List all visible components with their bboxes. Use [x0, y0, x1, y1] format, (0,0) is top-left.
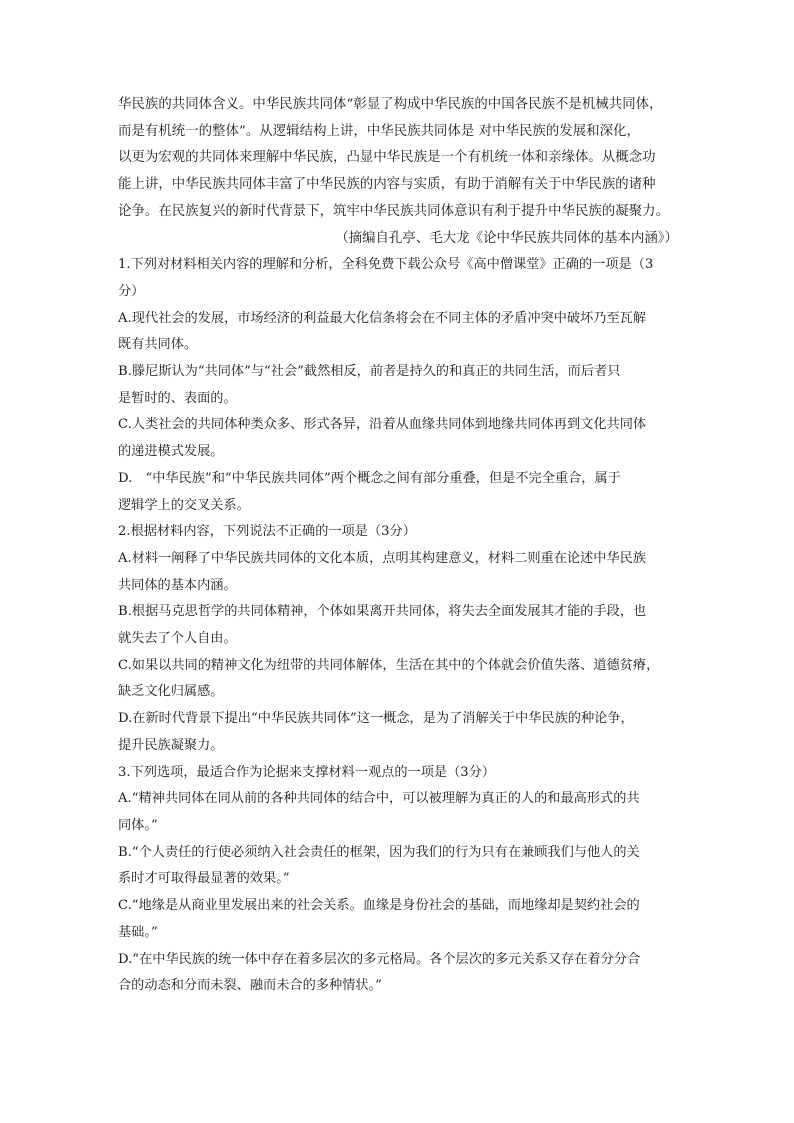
passage [118, 92, 678, 252]
question-2 [118, 519, 678, 759]
question-stem: 3.下列选项，最适合作为论据来支撑材料一观点的一项是（3分） [118, 764, 496, 780]
option-c: C.“地缘是从商业里发展出来的社会关系。血缘是身份社会的基础，而地缘却是契约社会的 [118, 898, 640, 914]
passage-line: 而是有机统一的整体”。从逻辑结构上讲，中华民族共同体是 对中华民族的发展和深化， [118, 123, 640, 139]
option-b-cont: 系时才可取得最显著的效果。” [118, 871, 290, 887]
option-c-cont: 基础。” [118, 924, 158, 940]
option-c-cont: 的递进模式发展。 [118, 444, 224, 460]
question-stem: 2.根据材料内容，下列说法不正确的一项是（3分） [118, 524, 416, 540]
option-a-cont: 共同体的基本内涵。 [118, 577, 237, 593]
option-d: D. “中华民族”和“中华民族共同体”两个概念之间有部分重叠，但是不完全重合，属于 [118, 470, 621, 486]
passage-source: （摘编自孔亭、毛大龙《论中华民族共同体的基本内涵》） [335, 230, 678, 246]
question-stem: 分） [118, 283, 145, 299]
option-a-cont: 同体。” [118, 817, 158, 833]
option-d-cont: 合的动态和分而未裂、融而未合的多种情状。” [118, 978, 382, 994]
question-stem: 1.下列对材料相关内容的理解和分析，全科免费下载公众号《高中僧课堂》正确的一项是（3 [118, 257, 654, 273]
passage-line: 华民族的共同体含义。中华民族共同体“彰显了构成中华民族的中国各民族不是机械共同体， [118, 97, 663, 112]
option-b: B.滕尼斯认为“共同体”与“社会”截然相反，前者是持久的和真正的共同生活，而后者只 [118, 364, 621, 380]
option-a: A.现代社会的发展，市场经济的利益最大化信条将会在不同主体的矛盾冲突中破坏乃至瓦解 [118, 310, 647, 326]
question-1 [118, 252, 678, 519]
passage-line: 论争。在民族复兴的新时代背景下，筑牢中华民族共同体意识有利于提升中华民族的凝聚力。 [118, 203, 670, 219]
option-a-cont: 既有共同体。 [118, 337, 198, 353]
option-d-cont: 提升民族凝聚力。 [118, 737, 224, 753]
option-a: A.“精神共同体在同从前的各种共同体的结合中，可以被理解为真正的人的和最高形式的共 [118, 791, 640, 807]
option-d: D.“在中华民族的统一体中存在着多层次的多元格局。各个层次的多元关系又存在着分分合 [118, 951, 641, 967]
document-page [118, 92, 678, 1000]
option-c: C.人类社会的共同体种类众多、形式各异，沿着从血缘共同体到地缘共同体再到文化共同体 [118, 417, 647, 433]
option-b: B.根据马克思哲学的共同体精神，个体如果离开共同体，将失去全面发展其才能的手段，也 [118, 604, 647, 620]
option-c-cont: 缺乏文化归属感。 [118, 684, 224, 700]
option-d-cont: 逻辑学上的交叉关系。 [118, 497, 250, 513]
passage-line: 以更为宏观的共同体来理解中华民族，凸显中华民族是一个有机统一体和亲缘体。从概念功 [118, 150, 656, 166]
option-b-cont: 就失去了个人自由。 [118, 631, 237, 647]
option-b-cont: 是暂时的、表面的。 [118, 390, 237, 406]
option-a: A.材料一阐释了中华民族共同体的文化本质，点明其构建意义，材料二则重在论述中华民族 [118, 550, 647, 566]
passage-line: 能上讲，中华民族共同体丰富了中华民族的内容与实质，有助于消解有关于中华民族的诸种 [118, 177, 656, 193]
option-d: D.在新时代背景下提出“中华民族共同体”这一概念，是为了消解关于中华民族的种论争， [118, 711, 634, 727]
option-c: C.如果以共同的精神文化为纽带的共同体解体，生活在其中的个体就会价值失落、道德贫瘠， [118, 657, 660, 673]
question-3 [118, 760, 678, 1000]
option-b: B.“个人责任的行使必须纳入社会责任的框架，因为我们的行为只有在兼顾我们与他人的关 [118, 844, 640, 860]
